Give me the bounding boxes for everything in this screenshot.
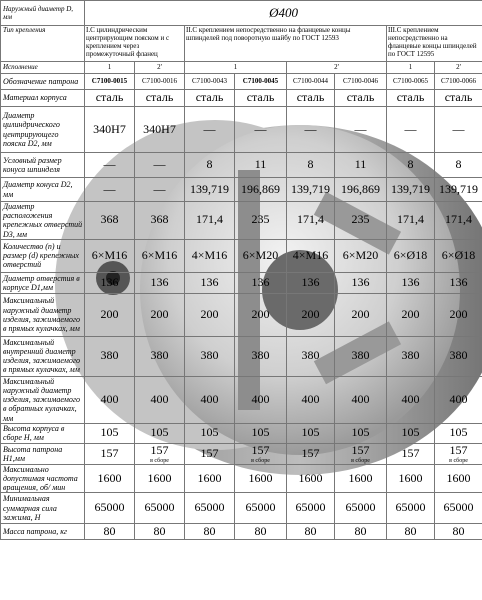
spec-value-text: сталь: [296, 90, 325, 105]
spec-row-label: Максимальный внутренний диаметр изделия, зажимаемого в прямых кулачках, мм: [1, 336, 85, 376]
spec-value: [287, 464, 335, 493]
designation-code: С7100-0043: [185, 74, 235, 90]
spec-value-text: 65000: [295, 500, 326, 515]
spec-value-text: 8: [307, 157, 314, 172]
spec-value: [85, 464, 135, 493]
spec-value-text: 6×М16: [141, 247, 178, 262]
designation-code: С7100-0015: [85, 74, 135, 90]
spec-value: [335, 178, 387, 202]
spec-value-text: 6×Ø18: [393, 247, 428, 262]
spec-value-text: 65000: [443, 500, 474, 515]
designation-label: Обозначение патрона: [1, 74, 85, 90]
spec-value: [387, 443, 435, 464]
spec-value: [335, 423, 387, 443]
execution-6: 2': [435, 62, 482, 74]
spec-row: [1, 443, 482, 464]
spec-value-text: 157: [401, 445, 420, 460]
spec-value: [387, 336, 435, 376]
spec-value-text: 136: [301, 274, 320, 289]
spec-value: [85, 153, 135, 178]
spec-value-text: 139,719: [190, 181, 229, 196]
spec-value-text: 1600: [348, 470, 373, 485]
spec-value: [435, 90, 482, 107]
spec-value: [435, 524, 482, 540]
spec-row: [1, 239, 482, 272]
spec-value-text: 200: [100, 306, 119, 321]
spec-value-text: 80: [254, 523, 267, 538]
spec-value-text: 6×М16: [91, 247, 128, 262]
spec-value: [185, 107, 235, 153]
spec-value-text: —: [203, 121, 216, 136]
spec-value-text: 1600: [298, 470, 323, 485]
spec-value: [435, 376, 482, 423]
spec-value-text: 380: [100, 348, 119, 363]
spec-value-text: —: [254, 121, 267, 136]
spec-value-text: 380: [200, 348, 219, 363]
spec-value-text: 105: [449, 425, 468, 440]
spec-value-text: 8: [206, 157, 213, 172]
spec-value-text: 400: [401, 391, 420, 406]
spec-value: [185, 423, 235, 443]
spec-value: [85, 178, 135, 202]
spec-value: [335, 153, 387, 178]
spec-value-text: 196,869: [241, 181, 280, 196]
spec-value-text: 400: [100, 391, 119, 406]
spec-value: [287, 376, 335, 423]
spec-value-text: 1600: [147, 470, 172, 485]
designation-code: С7100-0016: [135, 74, 185, 90]
spec-value-text: 171,4: [445, 212, 472, 227]
spec-value: [235, 178, 287, 202]
spec-row-label: Условный размер конуса шпинделя: [1, 153, 85, 178]
spec-value: [287, 107, 335, 153]
spec-value-text: 6×М20: [242, 247, 279, 262]
execution-2: 2': [135, 62, 185, 74]
spec-value-text: 139,719: [439, 181, 478, 196]
spec-value-text: —: [103, 157, 116, 172]
spec-value: [85, 239, 135, 272]
spec-value-text: 400: [150, 391, 169, 406]
spec-value: [287, 272, 335, 293]
outer-diameter-label: Наружный диаметр D, мм: [1, 1, 85, 26]
spec-value-text: 380: [449, 348, 468, 363]
spec-value: [185, 202, 235, 240]
spec-value: [235, 376, 287, 423]
spec-row-label: Высота патрона H1,мм: [1, 443, 85, 464]
spec-value-text: 136: [449, 274, 468, 289]
spec-value: [85, 272, 135, 293]
spec-value: [235, 423, 287, 443]
spec-value-text: 380: [251, 348, 270, 363]
spec-value: [235, 107, 287, 153]
execution-4: 2': [287, 62, 387, 74]
mount-type-3: III.С креплением непосредственно на фланцевые концы шпинделей по ГОСТ 12595: [387, 26, 482, 62]
spec-value: [335, 239, 387, 272]
spec-value: [185, 293, 235, 336]
spec-value-text: 136: [200, 274, 219, 289]
spec-value: [435, 153, 482, 178]
spec-value-text: 80: [354, 523, 367, 538]
spec-value: [85, 524, 135, 540]
spec-value-text: 136: [150, 274, 169, 289]
spec-value: [335, 107, 387, 153]
spec-value: [335, 293, 387, 336]
spec-value: [335, 524, 387, 540]
spec-value-text: 65000: [94, 500, 125, 515]
spec-row-label: Материал корпуса: [1, 90, 85, 107]
spec-value: [135, 443, 185, 464]
spec-value: [335, 376, 387, 423]
spec-value: [185, 90, 235, 107]
spec-value-text: 200: [351, 306, 370, 321]
spec-value-text: 171,4: [297, 212, 324, 227]
spec-row-label: Диаметр цилиндрического центрирующего пояска D2, мм: [1, 107, 85, 153]
spec-value: [287, 524, 335, 540]
spec-value: [85, 202, 135, 240]
spec-row-label: Диаметр отверстия в корпусе D1,мм: [1, 272, 85, 293]
spec-row-label: Количество (n) и размер (d) крепежных отверстий: [1, 239, 85, 272]
spec-value-text: 171,4: [397, 212, 424, 227]
spec-value-text: 200: [449, 306, 468, 321]
designation-code: С7100-0066: [435, 74, 482, 90]
spec-value-text: 65000: [245, 500, 276, 515]
spec-value: [135, 493, 185, 524]
spec-row-label: Высота корпуса в сборе H, мм: [1, 423, 85, 443]
spec-value-text: 400: [251, 391, 270, 406]
spec-value-text: 157: [200, 445, 219, 460]
spec-value: [185, 178, 235, 202]
execution-label: Исполнение: [1, 62, 85, 74]
spec-note: в сборе: [150, 457, 169, 464]
execution-5: 1: [387, 62, 435, 74]
mount-type-1: I.С цилиндрическим центрирующим пояском и с креплением через промежуточный фланец: [85, 26, 185, 62]
spec-value-text: 380: [351, 348, 370, 363]
spec-value: [287, 90, 335, 107]
spec-value: [435, 239, 482, 272]
spec-value: [387, 107, 435, 153]
spec-value-text: 105: [100, 425, 119, 440]
spec-value-text: 136: [100, 274, 119, 289]
spec-value: [135, 239, 185, 272]
spec-value: [435, 272, 482, 293]
spec-value: [387, 153, 435, 178]
spec-value: [185, 493, 235, 524]
spec-value: [135, 272, 185, 293]
spec-value: [387, 293, 435, 336]
spec-row-label: Максимально допустимая частота вращения, об/ мин: [1, 464, 85, 493]
spec-value: [235, 443, 287, 464]
spec-value: [235, 153, 287, 178]
spec-value-text: 105: [301, 425, 320, 440]
spec-value-text: 11: [354, 157, 367, 172]
spec-value: [387, 423, 435, 443]
spec-value: [235, 202, 287, 240]
spec-value: [185, 336, 235, 376]
mount-type-label: Тип крепления: [1, 26, 85, 62]
spec-value: [287, 423, 335, 443]
spec-value-text: —: [153, 181, 166, 196]
spec-value-text: 105: [200, 425, 219, 440]
spec-value: [435, 178, 482, 202]
spec-value: [387, 464, 435, 493]
spec-value-text: 105: [401, 425, 420, 440]
spec-row-label: Диаметр расположения крепежных отверстий D3, мм: [1, 202, 85, 240]
spec-value: [135, 376, 185, 423]
spec-value-text: 65000: [395, 500, 426, 515]
spec-value: [235, 90, 287, 107]
spec-value: [387, 202, 435, 240]
spec-value-text: 65000: [194, 500, 225, 515]
spec-row: [1, 153, 482, 178]
spec-value-text: 368: [100, 212, 119, 227]
spec-row-label: Диаметр конуса D2, мм: [1, 178, 85, 202]
spec-value-text: —: [153, 157, 166, 172]
spec-value: [135, 293, 185, 336]
spec-row: [1, 336, 482, 376]
spec-value-text: 105: [351, 425, 370, 440]
spec-row: [1, 202, 482, 240]
spec-row-label: Минимальная суммарная сила зажима, Н: [1, 493, 85, 524]
spec-value: [387, 178, 435, 202]
spec-value: [435, 293, 482, 336]
spec-row: [1, 493, 482, 524]
spec-value: [185, 239, 235, 272]
spec-value-text: —: [354, 121, 367, 136]
spec-value: [287, 178, 335, 202]
spec-value: [85, 376, 135, 423]
spec-value-text: 139,719: [391, 181, 430, 196]
spec-value-text: 11: [254, 157, 267, 172]
spec-value-text: 235: [251, 212, 270, 227]
spec-value-text: 368: [150, 212, 169, 227]
spec-value: [387, 90, 435, 107]
spec-value: [387, 493, 435, 524]
spec-value: [387, 376, 435, 423]
spec-value: [135, 336, 185, 376]
spec-row: [1, 178, 482, 202]
spec-row: [1, 524, 482, 540]
spec-value-text: 1600: [248, 470, 273, 485]
spec-value-text: 8: [455, 157, 462, 172]
spec-value-text: 80: [103, 523, 116, 538]
spec-value: [135, 107, 185, 153]
spec-row: [1, 464, 482, 493]
spec-value: [235, 272, 287, 293]
spec-value: [185, 464, 235, 493]
spec-row: [1, 107, 482, 153]
spec-value-text: —: [404, 121, 417, 136]
spec-value: [235, 524, 287, 540]
spec-value-text: 65000: [144, 500, 175, 515]
spec-value-text: 1600: [398, 470, 423, 485]
spec-value: [235, 239, 287, 272]
spec-value: [85, 493, 135, 524]
spec-value: [185, 153, 235, 178]
spec-value-text: сталь: [396, 90, 425, 105]
spec-value-text: 400: [351, 391, 370, 406]
spec-value: [435, 464, 482, 493]
spec-value: [435, 336, 482, 376]
spec-value-text: 380: [401, 348, 420, 363]
spec-value: [435, 423, 482, 443]
spec-value-text: 200: [251, 306, 270, 321]
spec-value-text: 1600: [446, 470, 471, 485]
spec-value: [287, 202, 335, 240]
designation-code: С7100-0046: [335, 74, 387, 90]
spec-value: [435, 493, 482, 524]
spec-value-text: 157: [351, 443, 370, 457]
spec-value: [287, 493, 335, 524]
spec-value-text: 340Н7: [93, 121, 126, 136]
spec-value-text: 4×М16: [191, 247, 228, 262]
designation-code: С7100-0045: [235, 74, 287, 90]
spec-value-text: —: [103, 181, 116, 196]
spec-value-text: 80: [203, 523, 216, 538]
spec-value-text: 136: [351, 274, 370, 289]
spec-value: [435, 443, 482, 464]
spec-value-text: 6×М20: [342, 247, 379, 262]
spec-value-text: 200: [401, 306, 420, 321]
spec-value-text: 8: [407, 157, 414, 172]
spec-value: [435, 107, 482, 153]
spec-value: [287, 293, 335, 336]
spec-value-text: сталь: [346, 90, 375, 105]
spec-row-label: Максимальный наружный диаметр изделия, зажимаемого в обратных кулачках, мм: [1, 376, 85, 423]
spec-value-text: 6×Ø18: [441, 247, 476, 262]
spec-value: [135, 423, 185, 443]
spec-value-text: 80: [452, 523, 465, 538]
spec-value: [135, 90, 185, 107]
spec-value-text: 80: [404, 523, 417, 538]
spec-value: [335, 443, 387, 464]
spec-value-text: 136: [251, 274, 270, 289]
spec-value: [85, 336, 135, 376]
spec-value-text: 400: [301, 391, 320, 406]
spec-value-text: 4×М16: [292, 247, 329, 262]
spec-value-text: сталь: [195, 90, 224, 105]
spec-value: [387, 524, 435, 540]
spec-value-text: 200: [200, 306, 219, 321]
spec-note: в сборе: [351, 457, 370, 464]
mount-type-2: II.С креплением непосредственно на фланцевые концы шпинделей под поворотную шайбу по ГОСТ 12593: [185, 26, 387, 62]
spec-value: [135, 524, 185, 540]
spec-value-text: 400: [449, 391, 468, 406]
spec-value-text: 157: [301, 445, 320, 460]
spec-value-text: 196,869: [341, 181, 380, 196]
spec-value: [185, 524, 235, 540]
spec-value: [235, 464, 287, 493]
spec-row: [1, 423, 482, 443]
spec-value: [335, 202, 387, 240]
spec-value: [135, 178, 185, 202]
spec-value-text: 1600: [197, 470, 222, 485]
spec-value: [135, 153, 185, 178]
spec-value: [435, 202, 482, 240]
spec-row-label: Масса патрона, кг: [1, 524, 85, 540]
designation-code: С7100-0065: [387, 74, 435, 90]
spec-value-text: 157: [100, 445, 119, 460]
spec-note: в сборе: [449, 457, 468, 464]
spec-value-text: —: [452, 121, 465, 136]
spec-value: [287, 153, 335, 178]
spec-value-text: 157: [251, 443, 270, 457]
spec-value-text: сталь: [145, 90, 174, 105]
spec-value-text: 380: [150, 348, 169, 363]
spec-value: [335, 90, 387, 107]
spec-value-text: 340Н7: [143, 121, 176, 136]
spec-value: [335, 493, 387, 524]
spec-value-text: 80: [304, 523, 317, 538]
spec-value: [287, 443, 335, 464]
spec-value-text: 200: [150, 306, 169, 321]
spec-value-text: 80: [153, 523, 166, 538]
spec-value: [85, 443, 135, 464]
spec-value-text: 400: [200, 391, 219, 406]
spec-value-text: 105: [251, 425, 270, 440]
spec-value: [135, 202, 185, 240]
outer-diameter-value: Ø400: [85, 1, 482, 26]
spec-value: [335, 336, 387, 376]
spec-value: [335, 464, 387, 493]
spec-value: [185, 443, 235, 464]
spec-value-text: 235: [351, 212, 370, 227]
spec-note: в сборе: [251, 457, 270, 464]
spec-value: [235, 493, 287, 524]
spec-value: [85, 423, 135, 443]
spec-value-text: —: [304, 121, 317, 136]
spec-value-text: 171,4: [196, 212, 223, 227]
execution-3: 1: [185, 62, 287, 74]
spec-value: [235, 336, 287, 376]
spec-value: [287, 336, 335, 376]
spec-value: [287, 239, 335, 272]
spec-row: [1, 293, 482, 336]
spec-value-text: 157: [150, 443, 169, 457]
spec-value-text: 157: [449, 443, 468, 457]
spec-value-text: 200: [301, 306, 320, 321]
execution-1: 1: [85, 62, 135, 74]
spec-value: [185, 376, 235, 423]
spec-value: [85, 107, 135, 153]
spec-value: [387, 239, 435, 272]
spec-value-text: 105: [150, 425, 169, 440]
designation-code: С7100-0044: [287, 74, 335, 90]
spec-value: [85, 293, 135, 336]
spec-value-text: 1600: [97, 470, 122, 485]
spec-value-text: 65000: [345, 500, 376, 515]
spec-row: [1, 376, 482, 423]
spec-value-text: сталь: [246, 90, 275, 105]
spec-value: [235, 293, 287, 336]
spec-row: [1, 272, 482, 293]
spec-value: [387, 272, 435, 293]
spec-value-text: сталь: [444, 90, 473, 105]
spec-value-text: 136: [401, 274, 420, 289]
spec-value: [335, 272, 387, 293]
spec-value-text: 380: [301, 348, 320, 363]
spec-value-text: сталь: [95, 90, 124, 105]
spec-value: [135, 464, 185, 493]
spec-value-text: 139,719: [291, 181, 330, 196]
spec-value: [185, 272, 235, 293]
spec-row: [1, 90, 482, 107]
spec-value: [85, 90, 135, 107]
spec-row-label: Максимальный наружный диаметр изделия, зажимаемого в прямых кулачках, мм: [1, 293, 85, 336]
